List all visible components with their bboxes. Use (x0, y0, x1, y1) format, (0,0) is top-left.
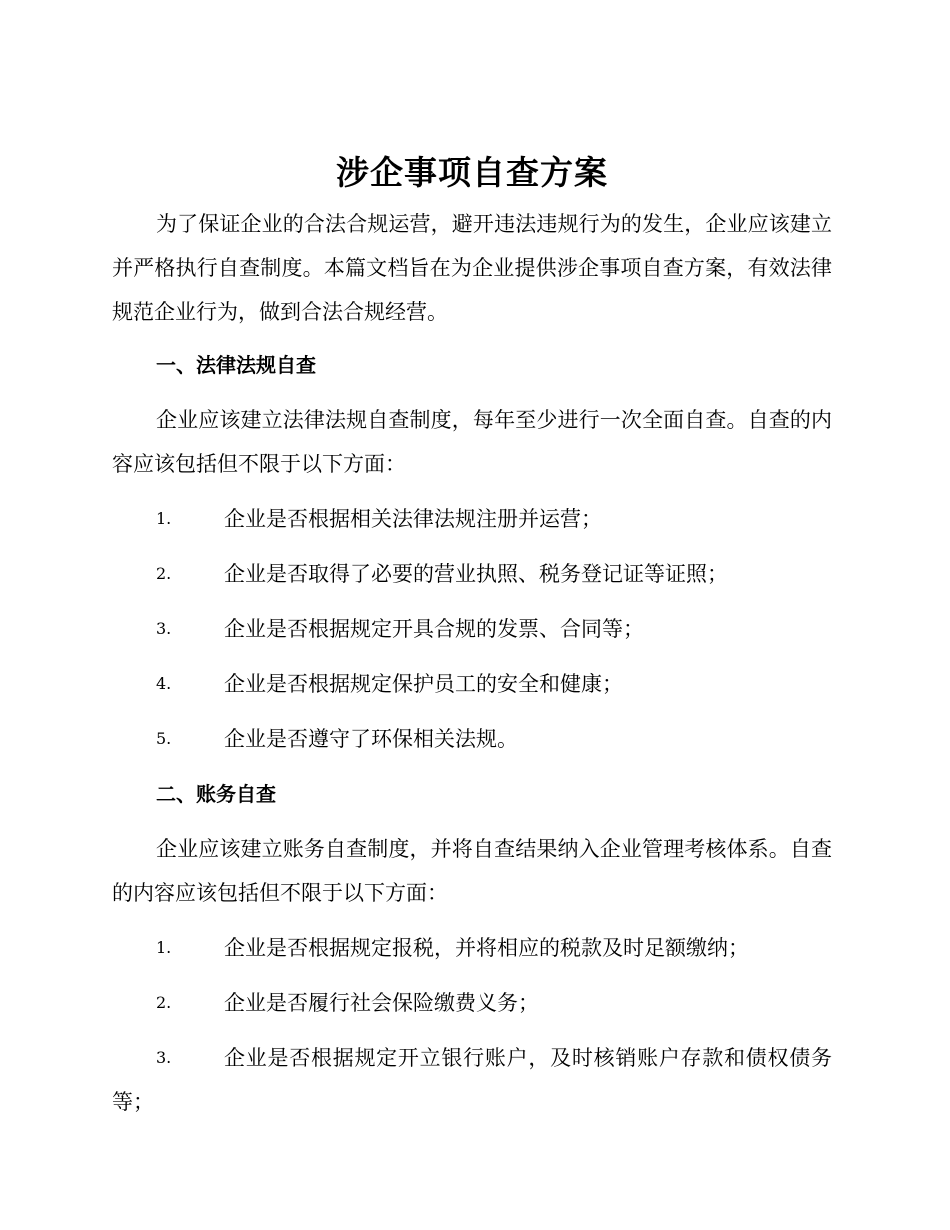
list-text: 企业是否根据规定开具合规的发票、合同等； (224, 617, 644, 641)
document-title: 涉企事项自查方案 (336, 153, 608, 192)
list-text: 企业是否取得了必要的营业执照、税务登记证等证照； (224, 562, 728, 586)
list-item (112, 552, 832, 596)
list-item (112, 607, 832, 651)
list-number: 3. (156, 1048, 172, 1067)
list-number: 3. (156, 619, 172, 638)
list-text: 企业是否履行社会保险缴费义务； (224, 991, 539, 1015)
intro-paragraph: 为了保证企业的合法合规运营，避开违法违规行为的发生，企业应该建立并严格执行自查制度。本篇文档旨在为企业提供涉企事项自查方案，有效法律规范企业行为，做到合法合规经营。 (112, 212, 832, 324)
list-item (112, 662, 832, 706)
section-paragraph-accounts: 企业应该建立账务自查制度，并将自查结果纳入企业管理考核体系。自查的内容应该包括但不限于以下方面： (112, 837, 832, 905)
section-paragraph-laws: 企业应该建立法律法规自查制度，每年至少进行一次全面自查。自查的内容应该包括但不限于以下方面： (112, 408, 832, 476)
list-text: 企业是否根据相关法律法规注册并运营； (224, 507, 602, 531)
list-item (112, 497, 832, 541)
list-number: 5. (156, 729, 172, 748)
list-number: 1. (156, 938, 172, 957)
list-text: 企业是否根据规定报税，并将相应的税款及时足额缴纳； (224, 936, 749, 960)
section-heading-laws: 一、法律法规自查 (156, 353, 316, 377)
list-number: 2. (156, 564, 172, 583)
list-text: 企业是否根据规定保护员工的安全和健康； (224, 672, 623, 696)
list-text: 企业是否遵守了环保相关法规。 (224, 727, 518, 751)
laws-checklist (112, 497, 832, 761)
list-item (112, 981, 832, 1025)
list-number: 2. (156, 993, 172, 1012)
section-heading-accounts: 二、账务自查 (156, 782, 276, 806)
document-page (112, 148, 832, 1124)
list-number: 1. (156, 509, 172, 528)
accounts-checklist (112, 926, 832, 1124)
list-item (112, 717, 832, 761)
list-number: 4. (156, 674, 172, 693)
list-item (112, 926, 832, 970)
list-text: 企业是否根据规定开立银行账户，及时核销账户存款和债权债务等； (112, 1046, 832, 1114)
list-item (112, 1036, 832, 1124)
